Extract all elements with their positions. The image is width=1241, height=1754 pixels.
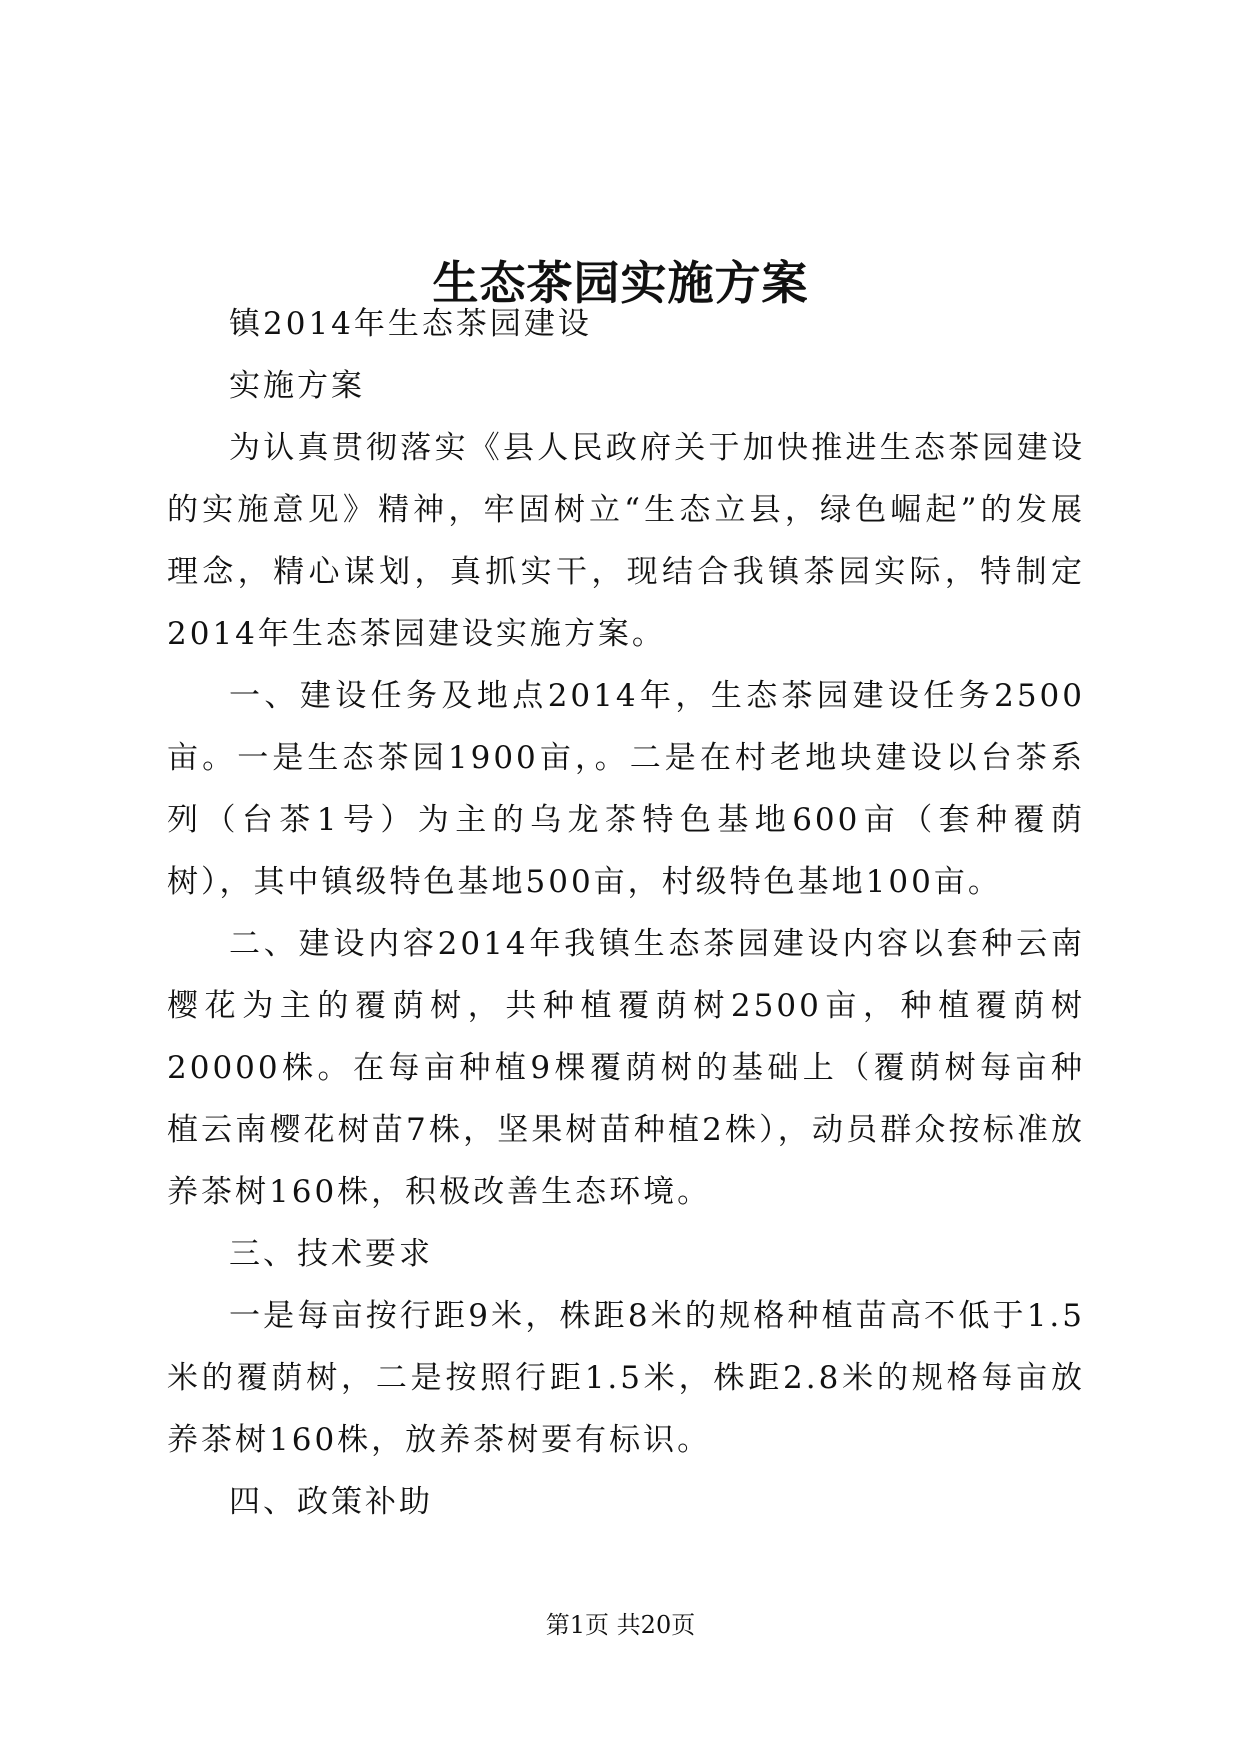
paragraph-section-2: 二、建设内容2014年我镇生态茶园建设内容以套种云南樱花为主的覆荫树，共种植覆荫树2500亩，种植覆荫树20000株。在每亩种植9棵覆荫树的基础上（覆荫树每亩种植云南樱花树苗7株，坚果树苗种植2株），动员群众按标准放养茶树160株，积极改善生态环境。: [167, 926, 1085, 1210]
paragraph-section-1: 一、建设任务及地点2014年，生态茶园建设任务2500亩。一是生态茶园1900亩，。二是在村老地块建设以台茶系列（台茶1号）为主的乌龙茶特色基地600亩（套种覆荫树），其中镇级特色基地500亩，村级特色基地100亩。: [167, 678, 1085, 900]
paragraph-section-3: 一是每亩按行距9米，株距8米的规格种植苗高不低于1.5米的覆荫树，二是按照行距1.5米，株距2.8米的规格每亩放养茶树160株，放养茶树要有标识。: [167, 1298, 1085, 1458]
section-heading-3: 三、技术要求: [229, 1236, 433, 1272]
paragraph-intro: 为认真贯彻落实《县人民政府关于加快推进生态茶园建设的实施意见》精神，牢固树立“生态立县，绿色崛起”的发展理念，精心谋划，真抓实干，现结合我镇茶园实际，特制定2014年生态茶园建设实施方案。: [167, 430, 1085, 652]
section-heading-4: 四、政策补助: [229, 1484, 433, 1520]
paragraph-subtitle-1: 镇2014年生态茶园建设: [229, 306, 592, 342]
paragraph-subtitle-2: 实施方案: [229, 368, 365, 404]
page-footer: 第1页 共20页: [545, 1611, 696, 1639]
document-title: 生态茶园实施方案: [432, 255, 809, 310]
document-body: [167, 293, 1085, 1533]
